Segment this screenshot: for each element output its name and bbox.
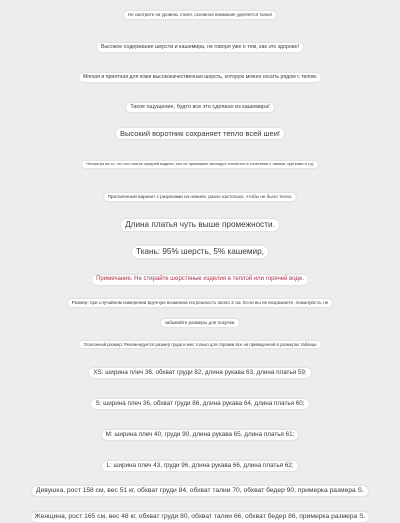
text-line-8: Длина платья чуть выше промежности.	[121, 219, 279, 231]
text-line-7: Приталенный вариант с разрезами на ножнях, разно настолько, чтобы не было тесно.	[104, 193, 297, 201]
text-line-2: Высокое содержание шерсти и кашемира, не говоря уже о том, как это здорово!	[97, 43, 303, 52]
care-note: Примечание. Не стирайте шерстяные изделия в теплой или горячей воде.	[92, 275, 308, 285]
size-xs: XS: ширина плеч 36, обхват груди 82, длина рукава 63, длина платья 59;	[89, 368, 310, 378]
model-woman: Женщина, рост 165 см, вес 48 кг, обхват груди 80, обхват талии 66, обхват бедер 86, примерка размера S.	[31, 512, 370, 522]
text-line-6: Несмотря на то, что это платье средней модели, оно не прижимает выглядит элегантно в сочетании с такими, куртками и т.д!	[82, 161, 317, 168]
text-line-13: Эталонный размер: Рекомендуется размер груди и мес только для справки все на приведенной в размерах таблице	[79, 341, 320, 348]
text-line-9: Ткань: 95% шерсть, 5% кашемир,	[132, 246, 268, 258]
text-line-12: забывайте размеры для покупки.	[161, 319, 240, 327]
text-line-3: Мягкая и приятная для кожи высококачественная шерсть, которую можно носить рядом с телом.	[79, 73, 321, 82]
model-girl: Девушка, рост 158 см, вес 51 кг, обхват груди 84, обхват талии 70, обхват бедер 90, примерка размера S.	[32, 486, 368, 496]
text-line-4: Такое ощущение, будто все это сделано из кашемира!	[126, 103, 274, 112]
size-s: S: ширина плеч 36, обхват груди 86, длина рукава 64, длина платья 60;	[91, 399, 308, 409]
text-line-5: Высокий воротник сохраняет тепло всей шеи!	[116, 128, 284, 139]
text-line-1: Не смотрите на уровень стиля, основное внимание уделяется ткани!	[124, 11, 276, 19]
size-m: M: ширина плеч 40, груди 90, длина рукава 65, длина платья 61;	[102, 430, 299, 440]
size-l: L: ширина плеч 43, груди 96, длина рукава 66, длина платья 62;	[102, 461, 297, 471]
text-line-11: Размер: при случайном измерении вручную возможна погрешность около 2 см. Если вы не возражаете, пожалуйста, не	[68, 299, 333, 307]
